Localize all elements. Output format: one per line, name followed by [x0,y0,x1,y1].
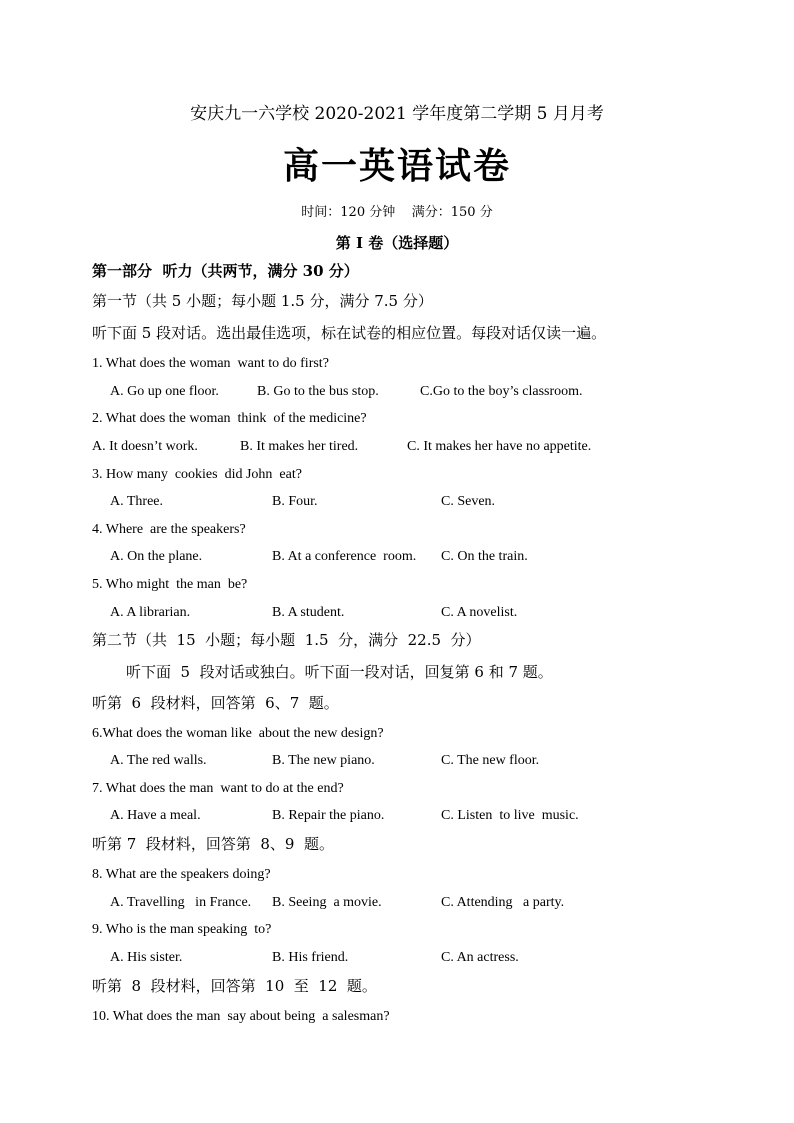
q9-option-a: A. His sister. [110,950,183,965]
q8-option-a: A. Travelling in France. [110,895,252,910]
volume-heading: 第 I 卷（选择题） [335,234,459,252]
q8-option-b: B. Seeing a movie. [272,895,382,910]
q2-option-c: C. It makes her have no appetite. [407,439,592,454]
question-1: 1. What does the woman want to do first? [92,356,329,371]
q5-option-b: B. A student. [272,605,345,620]
material-6-note: 听第 6 段材料，回答第 6、7 题。 [92,694,339,712]
q7-option-c: C. Listen to live music. [441,808,579,823]
q7-option-a: A. Have a meal. [110,808,201,823]
exam-time-score: 时间：120 分钟 满分：150 分 [301,205,493,220]
q9-option-b: B. His friend. [272,950,349,965]
q4-option-c: C. On the train. [441,549,528,564]
q3-option-b: B. Four. [272,494,318,509]
q1-option-b: B. Go to the bus stop. [257,384,379,399]
q6-option-b: B. The new piano. [272,753,375,768]
school-heading: 安庆九一六学校 2020-2021 学年度第二学期 5 月月考 [190,104,604,124]
section2-heading: 第二节（共 15 小题；每小题 1.5 分，满分 22.5 分） [92,631,481,649]
section2-instruction: 听下面 5 段对话或独白。听下面一段对话，回复第 6 和 7 题。 [126,663,553,681]
q2-option-b: B. It makes her tired. [240,439,359,454]
q4-option-a: A. On the plane. [110,549,203,564]
q4-option-b: B. At a conference room. [272,549,417,564]
question-6: 6.What does the woman like about the new design? [92,726,384,741]
question-9: 9. Who is the man speaking to? [92,922,272,937]
q3-option-c: C. Seven. [441,494,496,509]
q5-option-c: C. A novelist. [441,605,518,620]
question-7: 7. What does the man want to do at the end? [92,781,344,796]
question-4: 4. Where are the speakers? [92,522,246,537]
q2-option-a: A. It doesn’t work. [92,439,198,454]
material-7-note: 听第 7 段材料，回答第 8、9 题。 [92,835,335,853]
question-10: 10. What does the man say about being a salesman? [92,1009,390,1024]
question-3: 3. How many cookies did John eat? [92,467,302,482]
question-5: 5. Who might the man be? [92,577,248,592]
q7-option-b: B. Repair the piano. [272,808,385,823]
section1-heading: 第一节（共 5 小题；每小题 1.5 分，满分 7.5 分） [92,292,433,310]
section1-instruction: 听下面 5 段对话。选出最佳选项，标在试卷的相应位置。每段对话仅读一遍。 [92,324,607,342]
q8-option-c: C. Attending a party. [441,895,565,910]
q9-option-c: C. An actress. [441,950,519,965]
q6-option-c: C. The new floor. [441,753,540,768]
material-8-note: 听第 8 段材料，回答第 10 至 12 题。 [92,977,377,995]
question-8: 8. What are the speakers doing? [92,867,271,882]
q3-option-a: A. Three. [110,494,163,509]
part1-heading: 第一部分 听力（共两节，满分 30 分） [92,262,359,280]
exam-title: 高一英语试卷 [282,145,511,187]
question-2: 2. What does the woman think of the medicine? [92,411,367,426]
q1-option-a: A. Go up one floor. [110,384,219,399]
q6-option-a: A. The red walls. [110,753,207,768]
q5-option-a: A. A librarian. [110,605,191,620]
q1-option-c: C.Go to the boy’s classroom. [420,384,583,399]
